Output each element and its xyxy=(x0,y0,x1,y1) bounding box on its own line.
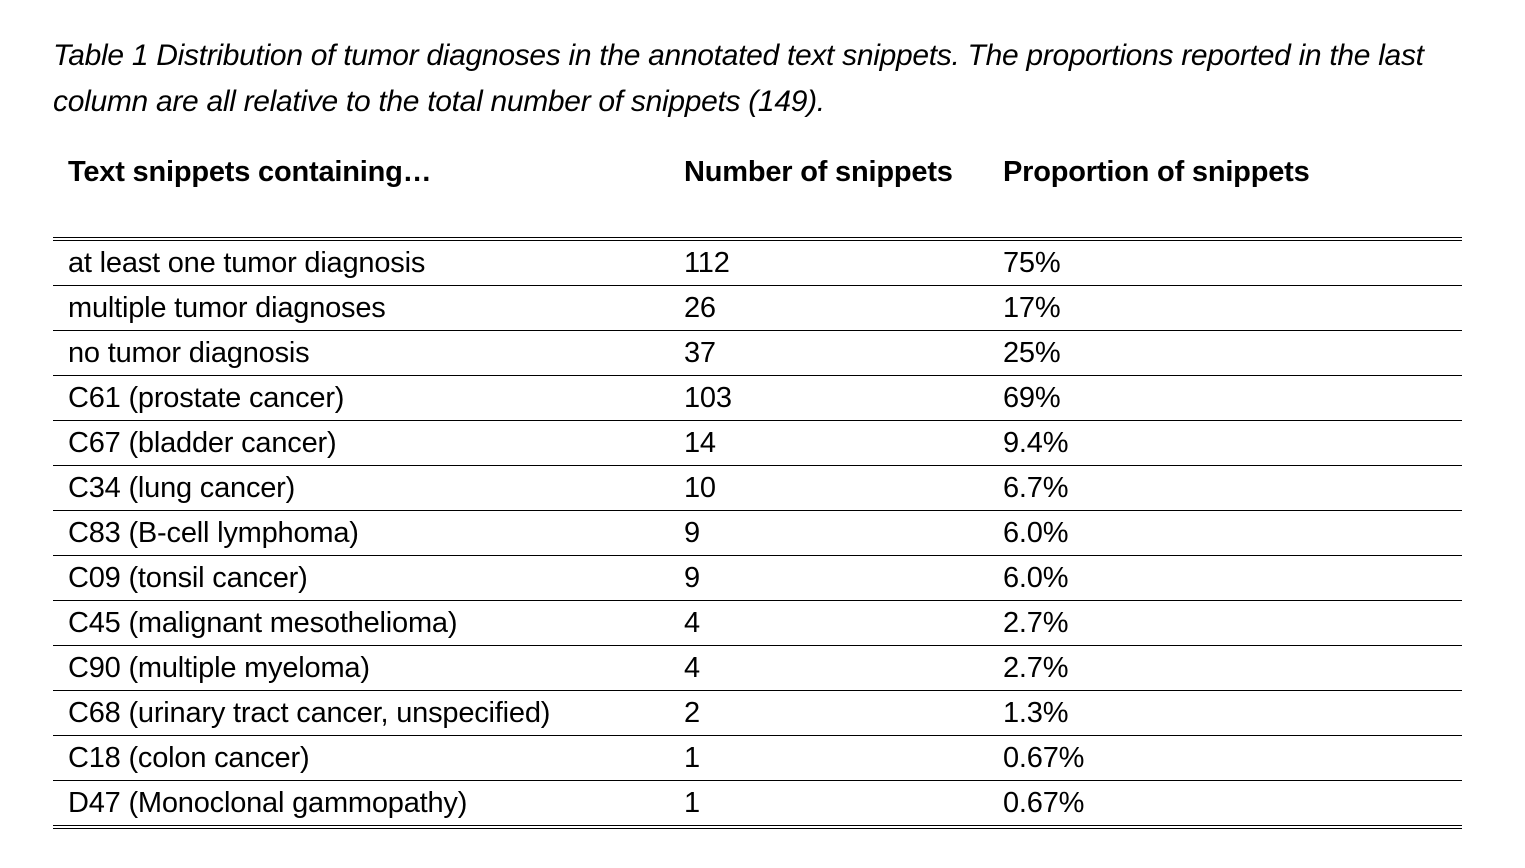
cell-proportion: 0.67% xyxy=(988,736,1462,781)
cell-number: 103 xyxy=(669,376,988,421)
cell-diagnosis: C61 (prostate cancer) xyxy=(53,376,669,421)
cell-number: 4 xyxy=(669,646,988,691)
cell-proportion: 17% xyxy=(988,286,1462,331)
table-row xyxy=(53,736,1462,781)
cell-diagnosis: C68 (urinary tract cancer, unspecified) xyxy=(53,691,669,736)
cell-proportion: 75% xyxy=(988,239,1462,286)
table-row xyxy=(53,331,1462,376)
cell-diagnosis: C34 (lung cancer) xyxy=(53,466,669,511)
cell-number: 2 xyxy=(669,691,988,736)
cell-proportion: 6.0% xyxy=(988,511,1462,556)
table-caption: Table 1 Distribution of tumor diagnoses in the annotated text snippets. The proportions reported in the last column are all relative to the total number of snippets (149). xyxy=(53,39,1424,118)
cell-diagnosis: C18 (colon cancer) xyxy=(53,736,669,781)
cell-proportion: 2.7% xyxy=(988,646,1462,691)
cell-diagnosis: C90 (multiple myeloma) xyxy=(53,646,669,691)
table-row xyxy=(53,511,1462,556)
table-row xyxy=(53,781,1462,828)
cell-proportion: 6.7% xyxy=(988,466,1462,511)
cell-number: 10 xyxy=(669,466,988,511)
cell-proportion: 9.4% xyxy=(988,421,1462,466)
cell-number: 4 xyxy=(669,601,988,646)
table-row xyxy=(53,601,1462,646)
table-row xyxy=(53,421,1462,466)
cell-diagnosis: C67 (bladder cancer) xyxy=(53,421,669,466)
diagnosis-table xyxy=(53,150,1462,829)
cell-diagnosis: at least one tumor diagnosis xyxy=(53,239,669,286)
cell-proportion: 69% xyxy=(988,376,1462,421)
cell-diagnosis: C09 (tonsil cancer) xyxy=(53,556,669,601)
table-header xyxy=(53,150,1462,239)
cell-number: 9 xyxy=(669,556,988,601)
table-row xyxy=(53,556,1462,601)
table-row xyxy=(53,376,1462,421)
cell-diagnosis: D47 (Monoclonal gammopathy) xyxy=(53,781,669,828)
cell-number: 9 xyxy=(669,511,988,556)
table-row xyxy=(53,466,1462,511)
cell-diagnosis: C45 (malignant mesothelioma) xyxy=(53,601,669,646)
table-row xyxy=(53,691,1462,736)
cell-number: 112 xyxy=(669,239,988,286)
table-body xyxy=(53,239,1462,827)
table-row xyxy=(53,286,1462,331)
cell-proportion: 2.7% xyxy=(988,601,1462,646)
cell-proportion: 0.67% xyxy=(988,781,1462,828)
cell-number: 1 xyxy=(669,736,988,781)
cell-diagnosis: no tumor diagnosis xyxy=(53,331,669,376)
cell-number: 26 xyxy=(669,286,988,331)
diagnosis-table-container xyxy=(53,150,1462,829)
cell-proportion: 25% xyxy=(988,331,1462,376)
cell-number: 37 xyxy=(669,331,988,376)
cell-proportion: 6.0% xyxy=(988,556,1462,601)
cell-diagnosis: C83 (B-cell lymphoma) xyxy=(53,511,669,556)
header-number-of-snippets: Number of snippets xyxy=(684,156,953,188)
cell-number: 1 xyxy=(669,781,988,828)
header-proportion-of-snippets: Proportion of snippets xyxy=(1003,156,1310,188)
table-row xyxy=(53,239,1462,286)
cell-proportion: 1.3% xyxy=(988,691,1462,736)
header-text-snippets: Text snippets containing… xyxy=(68,156,432,188)
header-row xyxy=(53,150,1462,239)
cell-diagnosis: multiple tumor diagnoses xyxy=(53,286,669,331)
table-row xyxy=(53,646,1462,691)
cell-number: 14 xyxy=(669,421,988,466)
